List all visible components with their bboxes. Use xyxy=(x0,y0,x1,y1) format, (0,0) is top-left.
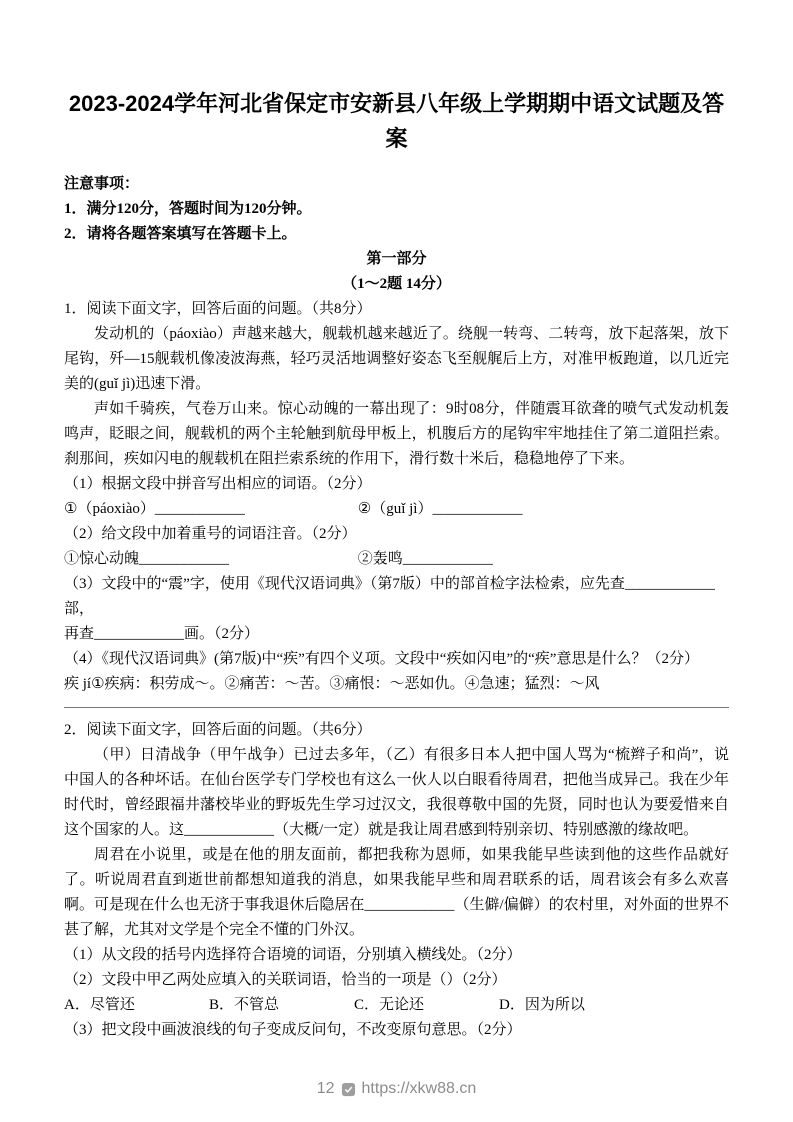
q2-option-a: A．尽管还 xyxy=(64,997,135,1013)
title-line-1: 2023-2024学年河北省保定市安新县八年级上学期期中语文试题及答 xyxy=(68,91,725,116)
q2-stem: 2．阅读下面文字，回答后面的问题。（共6分） xyxy=(64,722,372,738)
part1-heading: 第一部分 xyxy=(366,251,427,267)
footer-link[interactable]: https://xkw88.cn xyxy=(361,1080,477,1097)
notice-heading: 注意事项： xyxy=(64,176,140,192)
page-number: 12 xyxy=(316,1080,335,1097)
q1-sub-question-3-line-1: （3）文段中的“震”字，使用《现代汉语词典》（第7版）中的部首检字法检索，应先查____________部， xyxy=(64,576,715,617)
q2-option-row xyxy=(64,993,729,1018)
q1-sub-question-1: （1）根据文段中拼音写出相应的词语。（2分） xyxy=(64,476,372,492)
section-divider xyxy=(64,707,729,708)
q1-sub2-blank-2: ②轰鸣____________ xyxy=(357,551,493,567)
q2-passage-paragraph-2: 周君在小说里，或是在他的朋友面前，都把我称为恩师，如果我能早些读到他的这些作品就好了。听说周君直到逝世前都想知道我的消息，如果我能早些和周君联系的话，周君该会有多么欢喜啊。可是现在什么也无济于事我退休后隐居在____________（生僻/偏僻）的农村里，对外面的世界不甚了解，尤其对文学是个完全不懂的门外汉。 xyxy=(64,847,729,938)
q1-sub1-blank-1: ①（páoxiào）____________ xyxy=(64,501,245,517)
q2-option-d: D．因为所以 xyxy=(499,997,585,1013)
page-title xyxy=(64,86,729,156)
q1-sub-question-3-line-2: 再查____________画。（2分） xyxy=(64,626,260,642)
q1-stem: 1．阅读下面文字，回答后面的问题。（共8分） xyxy=(64,301,372,317)
notice-item-1: 1．满分120分，答题时间为120分钟。 xyxy=(64,201,312,217)
q1-sub-question-2: （2）给文段中加着重号的词语注音。（2分） xyxy=(64,526,357,542)
site-icon xyxy=(341,1082,356,1097)
q2-sub-question-2: （2）文段中甲乙两处应填入的关联词语，恰当的一项是（）（2分） xyxy=(64,972,507,988)
q2-option-b: B．不管总 xyxy=(209,997,280,1013)
q1-sub1-blank-2: ②（guǐ jì）____________ xyxy=(357,501,523,517)
q1-sub1-answer-blanks xyxy=(64,497,729,522)
q2-sub-question-1: （1）从文段的括号内选择符合语境的词语，分别填入横线处。（2分） xyxy=(64,947,522,963)
q2-sub-question-3: （3）把文段中画波浪线的句子变成反问句，不改变原句意思。（2分） xyxy=(64,1022,522,1038)
title-line-2: 案 xyxy=(385,126,408,151)
q1-sub2-answer-blanks xyxy=(64,547,729,572)
notice-item-2: 2．请将各题答案填写在答题卡上。 xyxy=(64,226,297,242)
q2-option-c: C．无论还 xyxy=(354,997,425,1013)
q1-dictionary-gloss: 疾 jí①疾病：积劳成～。②痛苦：～苦。③痛恨：～恶如仇。④急速；猛烈：～风 xyxy=(64,676,600,692)
q1-passage-paragraph-2: 声如千骑疾，气卷万山来。惊心动魄的一幕出现了：9时08分，伴随震耳欲聋的喷气式发动机轰鸣声，眨眼之间，舰载机的两个主轮触到航母甲板上，机腹后方的尾钩牢牢地挂住了第二道阻拦索。刹那间，疾如闪电的舰载机在阻拦索系统的作用下，滑行数十米后，稳稳地停了下来。 xyxy=(64,401,729,467)
page-footer xyxy=(0,1080,793,1098)
part1-subheading: （1～2题 14分） xyxy=(342,276,451,292)
q1-sub2-blank-1: ①惊心动魄____________ xyxy=(64,551,230,567)
q1-passage-paragraph-1: 发动机的（páoxiào）声越来越大，舰载机越来越近了。绕舰一转弯、二转弯，放下起落架，放下尾钩，歼—15舰载机像凌波海燕，轻巧灵活地调整好姿态飞至舰艉后上方，对准甲板跑道，以几近完美的(guǐ jì)迅速下滑。 xyxy=(64,326,729,392)
q1-sub-question-4: （4）《现代汉语词典》(第7版)中“疾”有四个义项。文段中“疾如闪电”的“疾”意思是什么？（2分） xyxy=(64,651,699,667)
q2-passage-paragraph-1: （甲）日清战争（甲午战争）已过去多年，（乙）有很多日本人把中国人骂为“梳辫子和尚”，说中国人的各种坏话。在仙台医学专门学校也有这么一伙人以白眼看待周君，把他当成异己。我在少年时代时，曾经跟福井藩校毕业的野坂先生学习过汉文，我很尊敬中国的先贤，同时也认为要爱惜来自这个国家的人。这____________（大概/一定）就是我让周君感到特别亲切、特别感激的缘故吧。 xyxy=(64,747,729,838)
